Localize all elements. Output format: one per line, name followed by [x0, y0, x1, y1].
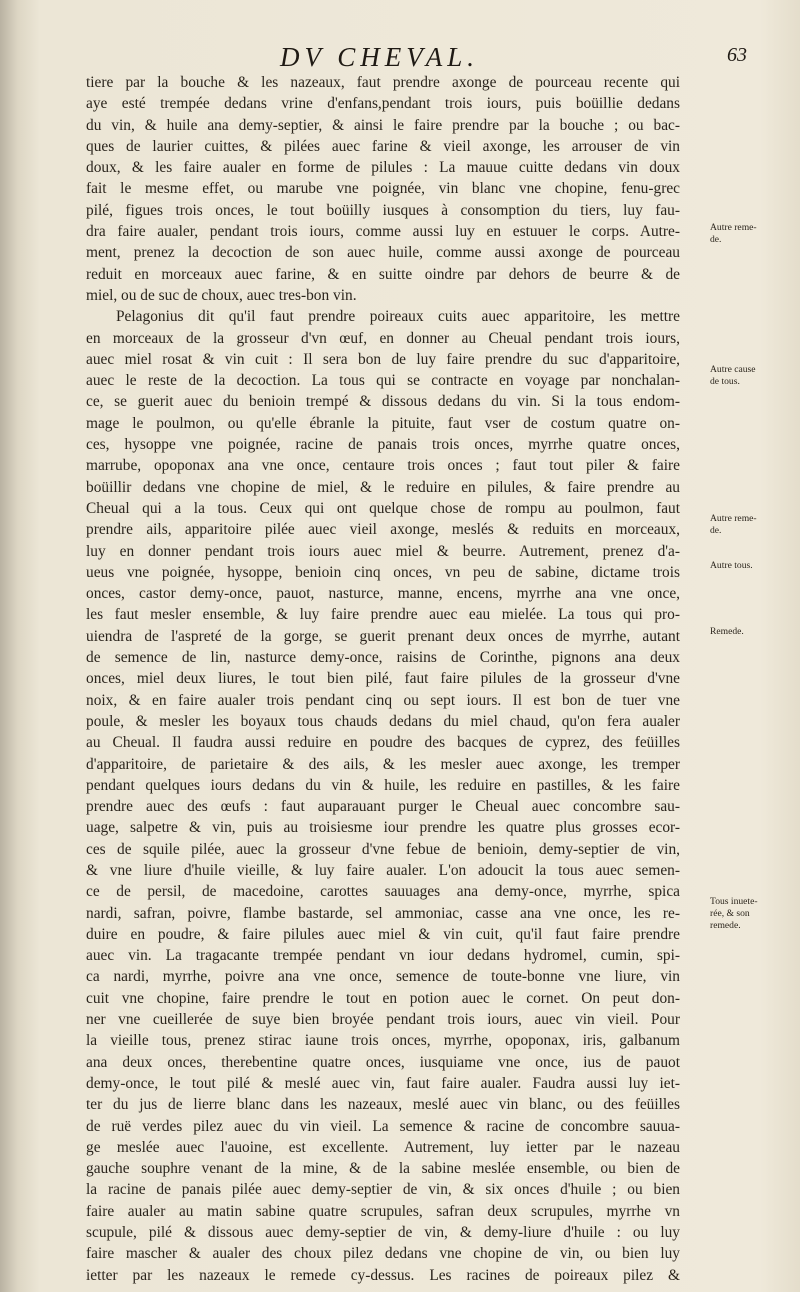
- body-text: [86, 72, 680, 1286]
- margin-note-line: Tous inuete-: [710, 896, 758, 907]
- margin-note-line: de.: [710, 525, 722, 536]
- margin-note-line: remede.: [710, 920, 741, 931]
- text-line: reduit en morceaux auec farine, & en suitte oindre par dehors de beurre & de: [86, 265, 680, 283]
- text-line: boüillir dedans vne chopine de miel, & le reduire en pilules, & faire prendre au: [86, 478, 680, 496]
- text-line: gauche souphre venant de la mine, & de la sabine meslée ensemble, ou bien de: [86, 1160, 680, 1178]
- text-line: prendre auec des œufs : faut auparauant purger le Cheual auec concombre sau-: [86, 798, 680, 816]
- text-line: fait le mesme effet, ou marube vne poignée, vin blanc vne chopine, fenu-grec: [86, 180, 680, 198]
- text-line: ces de squile pilée, auec la grosseur d'vne febue de benioin, demy-septier de vin,: [86, 840, 680, 858]
- running-title: DV CHEVAL.: [280, 42, 480, 72]
- margin-note-line: de.: [710, 234, 722, 245]
- margin-note-line: Autre cause: [710, 364, 756, 375]
- text-line: ment, prenez la decoction de son auec huile, comme aussi axonge de pourceau: [86, 244, 680, 262]
- text-line: uiendra de l'aspreté de la gorge, se guerit prenant deux onces de myrrhe, autant: [86, 627, 680, 645]
- text-line: aye esté trempée dedans vrine d'enfans,pendant trois iours, puis boüillie dedans: [86, 95, 680, 113]
- text-line: marrube, opoponax ana vne once, centaure trois onces ; faut tout piler & faire: [86, 457, 680, 475]
- text-line: uage, salpetre & vin, puis au troisiesme iour prendre les quatre plus grosses ecor-: [86, 819, 680, 837]
- text-line: d'apparitoire, de parietaire & des ails, & les mesler auec axonge, les tremper: [86, 755, 680, 773]
- margin-note: [710, 626, 786, 638]
- text-line: en morceaux de la grosseur d'vn œuf, en donner au Cheual pendant trois iours,: [86, 329, 680, 347]
- text-line: ques de laurier cuittes, & pilées auec farine & vieil axonge, les arrouser de vin: [86, 137, 680, 155]
- text-line: & vne liure d'huile vieille, & luy faire aualer. L'on adoucit la tous auec semen-: [86, 861, 680, 879]
- text-line: ana deux onces, therebentine quatre onces, iusquiame vne once, ius de pauot: [86, 1053, 680, 1071]
- text-line: dra faire aualer, pendant trois iours, comme aussi luy en estuuer le corps. Autre-: [86, 223, 680, 241]
- text-line: nardi, safran, poivre, flambe bastarde, sel ammoniac, casse ana vne once, les re-: [86, 904, 680, 922]
- text-line: ter du jus de lierre blanc dans les nazeaux, meslé auec vin blanc, ou des feüilles: [86, 1096, 680, 1114]
- text-line: miel, ou de suc de choux, auec tres-bon vin.: [86, 286, 357, 304]
- text-line: onces, miel deux liures, le tout bien pilé, faut faire pilules de la grosseur d'vne: [86, 670, 680, 688]
- text-line: faire mascher & aualer des choux pilez dedans vne chopine de vin, ou bien luy: [86, 1245, 680, 1263]
- text-line: au Cheual. Il faudra aussi reduire en poudre des bacques de cyprez, des feüilles: [86, 734, 680, 752]
- margin-note: [710, 513, 786, 537]
- margin-note-line: Autre reme-: [710, 513, 757, 524]
- text-line: poule, & mesler les boyaux tous chauds dedans du miel chaud, qu'on fera aualer: [86, 712, 680, 730]
- text-line: du vin, & huile ana demy-septier, & ainsi le faire prendre par la bouche ; ou bac-: [86, 116, 680, 134]
- text-line: ce de persil, de macedoine, carottes sauuages ana demy-once, myrrhe, spica: [86, 883, 680, 901]
- margin-note-line: Remede.: [710, 626, 744, 637]
- text-line: cuit vne chopine, faire prendre le tout en potion auec le cornet. On peut don-: [86, 989, 680, 1007]
- margin-note-line: rée, & son: [710, 908, 750, 919]
- text-line: faire aualer au matin sabine quatre scrupules, safran deux scrupules, myrrhe vn: [86, 1202, 680, 1220]
- text-line: les faut mesler ensemble, & luy faire prendre auec eau mielée. La tous qui pro-: [86, 606, 680, 624]
- text-line: de semence de lin, nasturce demy-once, raisins de Corinthe, pignons ana deux: [86, 649, 680, 667]
- text-line: doux, & les faire aualer en forme de pilules : La mauue cuitte dedans vin doux: [86, 159, 680, 177]
- text-line: pendant quelques iours dedans du vin & huile, les reduire en pastilles, & les faire: [86, 776, 680, 794]
- text-line: noix, & en faire aualer trois pendant cinq ou sept iours. Il est bon de tuer vne: [86, 691, 680, 709]
- text-line: ge meslée auec l'auoine, est excellente. Autrement, luy ietter par le nazeau: [86, 1138, 680, 1156]
- text-line: mage le poulmon, ou qu'elle ébranle la pituite, faut vser de costum quatre on-: [86, 414, 680, 432]
- text-line: luy en donner pendant trois iours auec miel & beurre. Autrement, prenez d'a-: [86, 542, 680, 560]
- text-line: la vieille tous, prenez stirac iaune trois onces, myrrhe, opoponax, iris, galbanum: [86, 1032, 680, 1050]
- text-line: Cheual qui a la tous. Ceux qui ont quelque chose de rompu au poulmon, faut: [86, 499, 680, 517]
- text-line: duire en poudre, & faire pilules auec miel & vin cuit, qu'il faut faire prendre: [86, 925, 680, 943]
- page-number: 63: [727, 44, 747, 66]
- margin-note: [710, 364, 786, 388]
- text-line: ner vne cueillerée de suye bien broyée pendant trois iours, auec vin vieil. Pour: [86, 1011, 680, 1029]
- text-line: scupule, pilé & dissous auec demy-septier de vin, & demy-liure d'huile : ou luy: [86, 1224, 680, 1242]
- text-line: Pelagonius dit qu'il faut prendre poireaux cuits auec apparitoire, les mettre: [116, 308, 680, 326]
- text-line: ca nardi, myrrhe, poivre ana vne once, semence de toute-bonne vne liure, vin: [86, 968, 680, 986]
- text-line: onces, castor demy-once, pauot, nasturce, manne, encens, myrrhe ana vne once,: [86, 585, 680, 603]
- text-line: prendre ails, apparitoire pilée auec vieil axonge, meslés & reduits en morceaux,: [86, 521, 680, 539]
- text-line: ietter par les nazeaux le remede cy-dessus. Les racines de poireaux pilez &: [86, 1266, 680, 1284]
- text-line: auec le reste de la decoction. La tous qui se contracte en voyage par nonchalan-: [86, 372, 680, 390]
- text-line: tiere par la bouche & les nazeaux, faut prendre axonge de pourceau recente qui: [86, 74, 680, 91]
- text-line: la racine de panais pilée auec demy-septier de vin, & six onces d'huile ; ou bien: [86, 1181, 680, 1199]
- text-line: auec miel rosat & vin cuit : Il sera bon de luy faire prendre du suc d'apparitoire,: [86, 350, 680, 368]
- margin-note: [710, 896, 786, 932]
- margin-note-line: de tous.: [710, 376, 740, 387]
- margin-note: [710, 560, 786, 572]
- text-line: ces, hysoppe vne poignée, racine de panais trois onces, myrrhe quatre onces,: [86, 436, 680, 454]
- text-line: ueus vne poignée, hysoppe, benioin cinq onces, vn peu de sabine, dictame trois: [86, 563, 680, 581]
- text-line: ce, se guerit auec du benioin trempé & dissous dedans du vin. Si la tous endom-: [86, 393, 680, 411]
- margin-note: [710, 222, 786, 246]
- text-line: pilé, figues trois onces, le tout boüilly iusques à consomption du tiers, luy fau-: [86, 201, 680, 219]
- text-line: de ruë verdes pilez auec du vin vieil. La semence & racine de concombre sauua-: [86, 1117, 680, 1135]
- margin-note-line: Autre reme-: [710, 222, 757, 233]
- margin-note-line: Autre tous.: [710, 560, 753, 571]
- text-line: auec vin. La tragacante trempée pendant vn iour dedans hydromel, cumin, spi-: [86, 947, 680, 965]
- page-header: [0, 34, 800, 72]
- text-line: demy-once, le tout pilé & meslé auec vin, faut faire aualer. Faudra aussi luy iet-: [86, 1074, 680, 1092]
